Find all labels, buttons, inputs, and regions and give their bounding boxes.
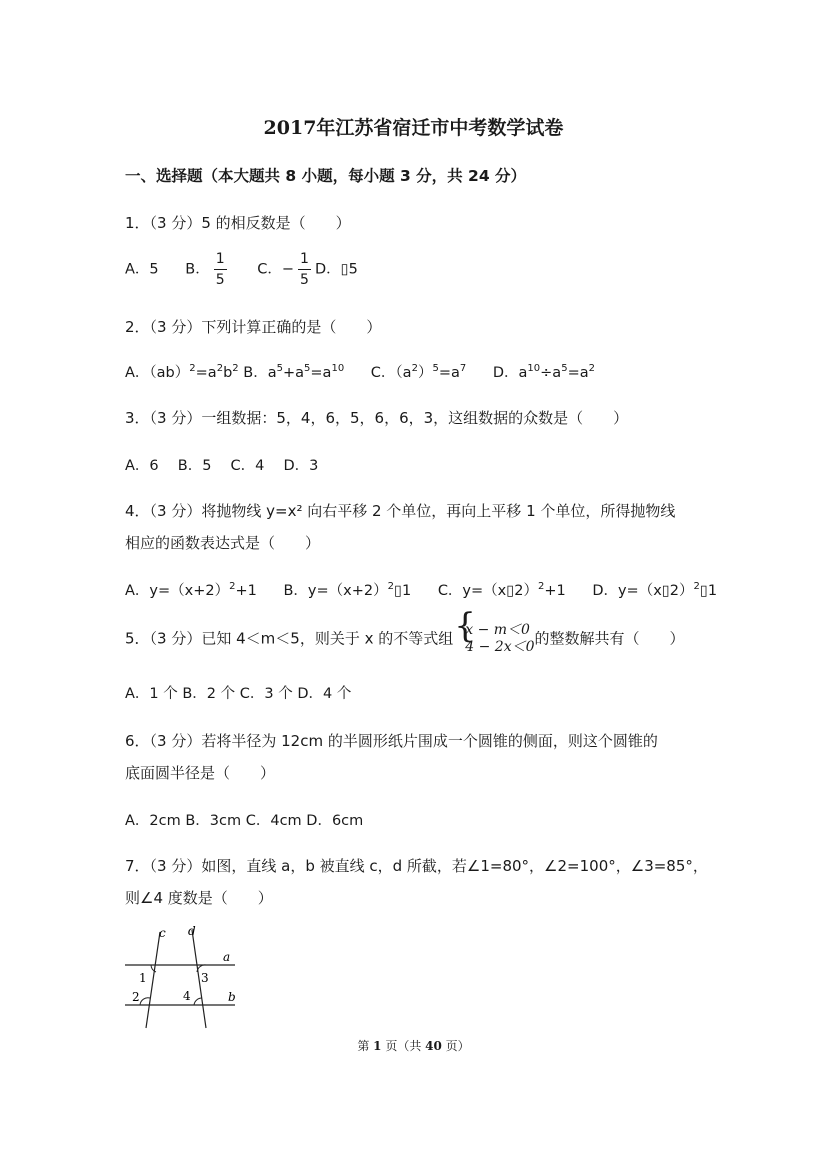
section-heading: 一、选择题（本大题共 8 小题，每小题 3 分，共 24 分） xyxy=(125,167,527,185)
label-d: d xyxy=(188,924,196,938)
question-3-options: A．6 B．5 C．4 D．3 xyxy=(125,458,319,474)
angle-4-arc xyxy=(194,998,202,1005)
q2-option-b: B．$a^5+a^5=a^{10}$ xyxy=(243,363,345,381)
q1-option-c-label: C． xyxy=(257,261,282,278)
question-1-stem: 1．（3 分）5 的相反数是（ ） xyxy=(125,214,351,232)
q2-option-c: C．$(a^2)^5=a^7$ xyxy=(370,363,467,381)
inequality-1: x − m＜0 xyxy=(465,622,530,638)
label-b: b xyxy=(228,990,236,1004)
q5-stem-post: 的整数解共有（ ） xyxy=(534,629,685,648)
line-c xyxy=(146,932,160,1028)
label-angle-1: 1 xyxy=(139,971,147,985)
question-4-line-1: 4．（3 分）将抛物线 y=x² 向右平移 2 个单位，再向上平移 1 个单位，所得抛物线 xyxy=(125,502,676,520)
question-6-options: A．2cm B．3cm C．4cm D．6cm xyxy=(125,813,364,829)
page-title: 2017年江苏省宿迁市中考数学试卷 xyxy=(263,117,564,139)
q4-option-c: C．y=（x▯2）$^2$+1 xyxy=(437,581,566,599)
question-5-stem xyxy=(125,606,685,656)
question-7-line-1: 7．（3 分）如图，直线 a，b 被直线 c，d 所截，若∠1=80°，∠2=100°，∠3=85°， xyxy=(125,857,708,875)
q1-option-d: D．▯5 xyxy=(314,261,358,278)
fraction-denominator: 5 xyxy=(215,272,225,288)
q5-stem-pre: 5．（3 分）已知 4＜m＜5，则关于 x 的不等式组 xyxy=(125,629,454,648)
q4-option-b: B．$y=(x+2)^2▯1$ xyxy=(283,581,412,599)
question-1-options xyxy=(125,252,358,287)
fraction-denominator: 5 xyxy=(300,272,309,288)
q1-option-a: A．5 xyxy=(125,261,159,278)
question-4-line-2: 相应的函数表达式是（ ） xyxy=(125,534,321,552)
page-footer: 第 1 页（共 40 页） xyxy=(357,1039,470,1053)
angle-2-arc xyxy=(140,998,150,1005)
inequality-system xyxy=(454,606,535,656)
question-2-options xyxy=(125,361,595,382)
total-pages: 40 xyxy=(425,1039,442,1053)
q2-option-a: A．$(ab)^2=a^2b^2$ xyxy=(125,363,239,381)
inequality-2: 4 − 2x＜0 xyxy=(465,639,535,655)
left-brace: { xyxy=(454,606,476,646)
parallel-lines-figure xyxy=(115,918,250,1030)
question-6-line-1: 6．（3 分）若将半径为 12cm 的半圆形纸片围成一个圆锥的侧面，则这个圆锥的 xyxy=(125,732,658,750)
question-3-stem: 3．（3 分）一组数据：5，4，6，5，6，6，3，这组数据的众数是（ ） xyxy=(125,409,629,427)
label-angle-2: 2 xyxy=(132,990,140,1004)
q1-option-b-fraction xyxy=(214,252,227,287)
q4-option-d: D．y=（x▯2）$^2$▯1 xyxy=(592,581,718,599)
label-a: a xyxy=(223,950,231,964)
label-c: c xyxy=(159,926,166,940)
label-angle-4: 4 xyxy=(183,989,191,1003)
minus-sign: − xyxy=(281,261,295,278)
q1-option-c-fraction xyxy=(298,252,311,287)
question-4-options xyxy=(125,579,717,600)
question-6-line-2: 底面圆半径是（ ） xyxy=(125,764,276,782)
q1-option-b-label: B． xyxy=(185,261,210,278)
question-5-options: A．1 个 B．2 个 C．3 个 D．4 个 xyxy=(125,686,352,702)
question-7-line-2: 则∠4 度数是（ ） xyxy=(125,889,273,907)
label-angle-3: 3 xyxy=(201,971,209,985)
fraction-numerator: 1 xyxy=(214,252,227,270)
q4-option-a: A．$y=(x+2)^2+1$ xyxy=(125,581,257,599)
current-page: 1 xyxy=(373,1039,382,1053)
q2-option-d: D．$a^{10}\div a^5=a^2$ xyxy=(492,363,595,381)
question-2-stem: 2．（3 分）下列计算正确的是（ ） xyxy=(125,318,382,336)
fraction-numerator: 1 xyxy=(298,252,311,270)
